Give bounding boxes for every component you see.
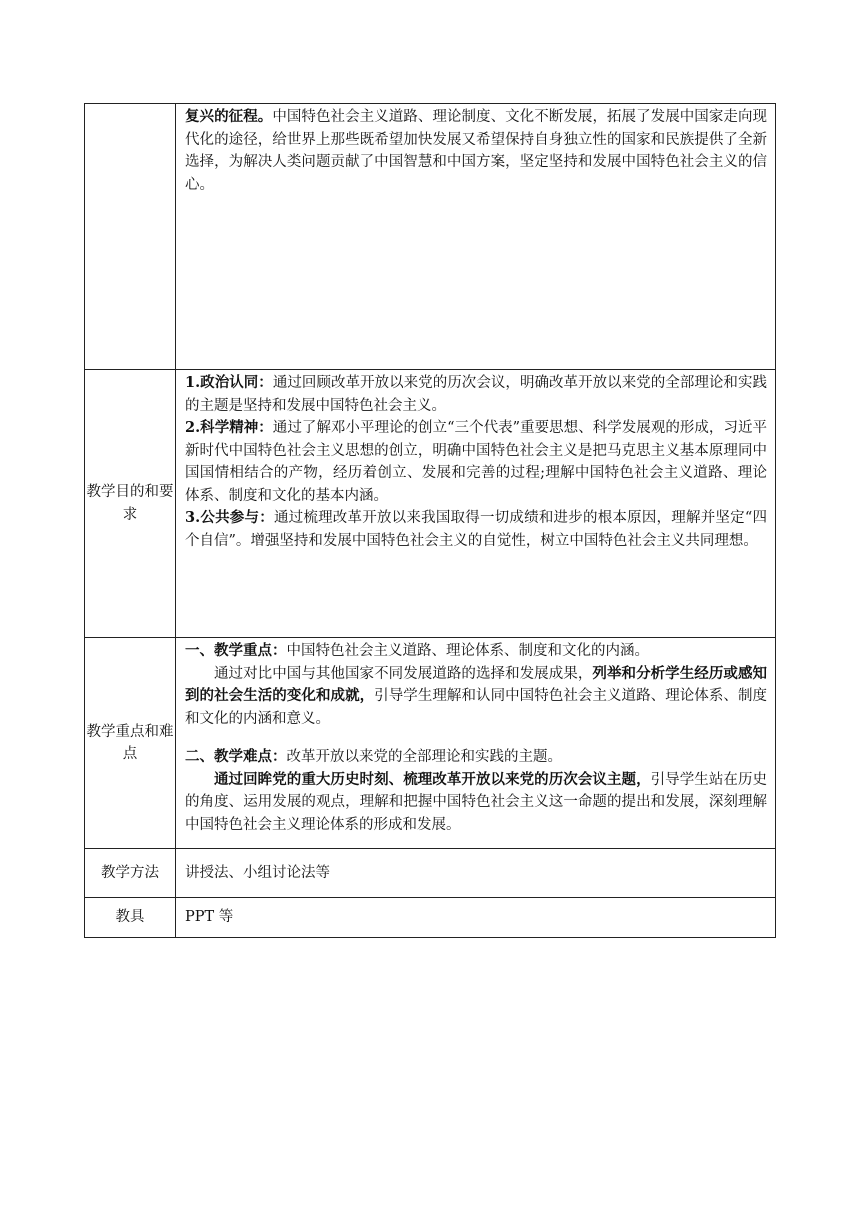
row-content-methods: 讲授法、小组讨论法等 [176, 849, 776, 898]
spacer [185, 730, 767, 746]
paragraph [185, 106, 767, 196]
objective-item-2 [185, 417, 767, 507]
row-label-methods: 教学方法 [85, 849, 176, 898]
key-point-bold: 列举和分析学生经历或感知到的社会生活的变化和成就， [185, 664, 767, 704]
difficulty-title: 二、教学难点： [185, 748, 287, 765]
key-point-text: 中国特色社会主义道路、理论体系、制度和文化的内涵。 [286, 643, 649, 659]
objective-title: 1.政治认同： [185, 374, 273, 391]
key-point-text-a: 通过对比中国与其他国家不同发展道路的选择和发展成果， [214, 665, 593, 682]
difficulty-text: 改革开放以来党的全部理论和实践的主题。 [286, 749, 562, 765]
lesson-plan-table [84, 103, 776, 938]
objective-item-3 [185, 507, 767, 552]
difficulty-paragraph [185, 769, 767, 837]
row-content-key-points [176, 638, 776, 849]
table-row [85, 638, 776, 849]
objective-text: 通过梳理改革开放以来我国取得一切成绩和进步的根本原因，理解并坚定“四个自信”。增强坚持和发展中国特色社会主义的自觉性，树立中国特色社会主义共同理想。 [185, 510, 767, 549]
objective-title: 2.科学精神： [185, 419, 273, 436]
difficulty-heading [185, 746, 767, 769]
row-content-revival [176, 104, 776, 370]
row-label-empty [85, 104, 176, 370]
row-content-tools: PPT 等 [176, 898, 776, 938]
table-row [85, 849, 776, 898]
row-label-objectives: 教学目的和要求 [85, 370, 176, 638]
objective-text: 通过回顾改革开放以来党的历次会议，明确改革开放以来党的全部理论和实践的主题是坚持和发展中国特色社会主义。 [185, 375, 768, 414]
bold-lead: 复兴的征程。 [185, 108, 273, 125]
paragraph-text: 中国特色社会主义道路、理论制度、文化不断发展，拓展了发展中国家走向现代化的途径，给世界上那些既希望加快发展又希望保持自身独立性的国家和民族提供了全新选择，为解决人类问题贡献了中国智慧和中国方案，坚定坚持和发展中国特色社会主义的信心。 [185, 109, 768, 193]
key-point-title: 一、教学重点： [185, 642, 287, 659]
row-content-objectives [176, 370, 776, 638]
difficulty-text-b: 引导学生站在历史的角度、运用发展的观点，理解和把握中国特色社会主义这一命题的提出和发展，深刻理解中国特色社会主义理论体系的形成和发展。 [185, 771, 768, 833]
row-label-key-points: 教学重点和难点 [85, 638, 176, 849]
objective-text: 通过了解邓小平理论的创立“三个代表”重要思想、科学发展观的形成，习近平新时代中国特色社会主义思想的创立，明确中国特色社会主义是把马克思主义基本原理同中国国情相结合的产物，经历着创立、发展和完善的过程;理解中国特色社会主义道路、理论体系、制度和文化的基本内涵。 [185, 420, 767, 504]
table-row [85, 370, 776, 638]
objective-item-1 [185, 372, 767, 417]
table-row [85, 898, 776, 938]
key-point-text-b: 引导学生理解和认同中国特色社会主义道路、理论体系、制度和文化的内涵和意义。 [185, 688, 768, 727]
key-point-paragraph [185, 663, 767, 731]
row-label-tools: 教具 [85, 898, 176, 938]
table-row [85, 104, 776, 370]
difficulty-bold: 通过回眸党的重大历史时刻、梳理改革开放以来党的历次会议主题， [214, 770, 651, 788]
objective-title: 3.公共参与： [185, 509, 274, 526]
key-point-heading [185, 640, 767, 663]
